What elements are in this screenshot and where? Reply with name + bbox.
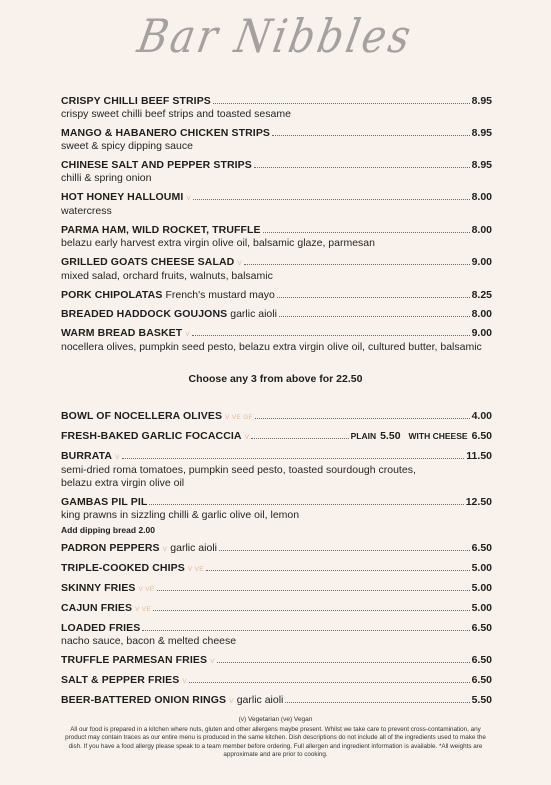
menu-item-name: CRISPY CHILLI BEEF STRIPS bbox=[61, 95, 211, 107]
menu-item-line bbox=[61, 289, 492, 302]
menu-item bbox=[61, 289, 492, 302]
menu-item-name: SKINNY FRIES bbox=[61, 582, 136, 594]
diet-tags: V bbox=[182, 678, 188, 685]
dot-leader bbox=[142, 630, 469, 631]
price-label-with-cheese: WITH CHEESE bbox=[408, 431, 468, 441]
menu-item-name: BREADED HADDOCK GOUJONS bbox=[61, 308, 228, 320]
menu-item bbox=[61, 410, 492, 424]
dot-leader bbox=[122, 458, 465, 459]
menu-item-price: 6.50 bbox=[471, 430, 492, 442]
menu-item-description: watercress bbox=[61, 205, 112, 217]
menu-item bbox=[61, 327, 492, 354]
menu-item bbox=[61, 430, 492, 444]
menu-item-description: mixed salad, orchard fruits, walnuts, balsamic bbox=[61, 270, 273, 282]
menu-item-line bbox=[61, 191, 492, 205]
menu-item bbox=[61, 256, 492, 283]
dot-leader bbox=[193, 199, 470, 200]
menu-item-line bbox=[61, 450, 492, 464]
dot-leader bbox=[192, 335, 470, 336]
menu-item bbox=[61, 694, 492, 708]
dot-leader bbox=[219, 550, 470, 551]
menu-item-price: 4.00 bbox=[471, 410, 492, 422]
diet-tags: V bbox=[115, 454, 120, 461]
menu-item-price: 6.50 bbox=[471, 674, 492, 686]
menu-item-price: 8.95 bbox=[471, 95, 492, 107]
menu-item-price: 12.50 bbox=[465, 496, 492, 508]
menu-item-price: 6.50 bbox=[471, 622, 492, 634]
menu-item-price: 5.00 bbox=[471, 562, 492, 574]
menu-item-note: Add dipping bread 2.00 bbox=[61, 525, 155, 535]
menu-title: Bar Nibbles bbox=[133, 10, 418, 64]
menu-item-description: nacho sauce, bacon & melted cheese bbox=[61, 635, 237, 647]
menu-item-line bbox=[61, 410, 492, 424]
menu-item-price: 9.00 bbox=[471, 256, 492, 268]
menu-item-name: GRILLED GOATS CHEESE SALAD bbox=[61, 256, 235, 268]
dot-leader bbox=[255, 418, 470, 419]
dot-leader bbox=[149, 504, 463, 505]
price-label-plain: PLAIN bbox=[350, 431, 377, 441]
menu-item-line bbox=[61, 654, 492, 668]
menu-item-name: TRUFFLE PARMESAN FRIES bbox=[61, 654, 208, 666]
menu-item-name: PARMA HAM, WILD ROCKET, TRUFFLE bbox=[61, 224, 261, 236]
menu-section-2 bbox=[61, 410, 492, 714]
offer-text: Choose any 3 from above for 22.50 bbox=[188, 373, 363, 385]
menu-item-line bbox=[61, 224, 492, 237]
diet-tags: V VE bbox=[135, 606, 152, 613]
menu-item-price: 8.00 bbox=[471, 308, 492, 320]
dot-leader bbox=[251, 438, 348, 439]
menu-item-line bbox=[61, 95, 492, 108]
menu-item-name: PADRON PEPPERS bbox=[61, 542, 160, 554]
diet-legend: (v) Vegetarian (ve) Vegan bbox=[238, 716, 313, 723]
menu-item bbox=[61, 654, 492, 668]
menu-item-name: BURRATA bbox=[61, 450, 113, 462]
menu-item bbox=[61, 582, 492, 596]
menu-item bbox=[61, 127, 492, 153]
menu-item-line bbox=[61, 127, 492, 140]
menu-item bbox=[61, 622, 492, 648]
dot-leader bbox=[244, 264, 470, 265]
menu-item-line bbox=[61, 622, 492, 635]
menu-item-price: 9.00 bbox=[471, 327, 492, 339]
menu-item-line bbox=[61, 602, 492, 616]
menu-item-price: 5.00 bbox=[471, 582, 492, 594]
menu-item-name: MANGO & HABANERO CHICKEN STRIPS bbox=[61, 127, 271, 139]
menu-item bbox=[61, 308, 492, 321]
menu-item-accompaniment: garlic aioli bbox=[236, 694, 284, 706]
menu-item-line bbox=[61, 562, 492, 576]
menu-item-name: CAJUN FRIES bbox=[61, 602, 133, 614]
diet-tags: V bbox=[244, 434, 250, 441]
menu-item-name: WARM BREAD BASKET bbox=[61, 327, 183, 339]
menu-item-line bbox=[61, 430, 492, 444]
menu-item-line bbox=[61, 694, 492, 708]
menu-item bbox=[61, 191, 492, 218]
menu-item-price: 8.00 bbox=[471, 224, 492, 236]
diet-tags: V bbox=[162, 546, 168, 553]
menu-item-name: HOT HONEY HALLOUMI bbox=[61, 191, 184, 203]
dot-leader bbox=[189, 682, 470, 683]
menu-item-line bbox=[61, 308, 492, 321]
dot-leader bbox=[277, 297, 470, 298]
menu-item-description: king prawns in sizzling chilli & garlic olive oil, lemon bbox=[61, 509, 300, 521]
menu-item-price: 5.50 bbox=[471, 694, 492, 706]
menu-item-accompaniment: garlic aioli bbox=[230, 308, 277, 320]
menu-item-name: FRESH-BAKED GARLIC FOCACCIA bbox=[61, 430, 242, 442]
allergen-footer bbox=[60, 716, 491, 760]
menu-item bbox=[61, 496, 492, 536]
menu-item-description: crispy sweet chilli beef strips and toasted sesame bbox=[61, 108, 291, 120]
menu-item bbox=[61, 674, 492, 688]
menu-item-price: 8.00 bbox=[471, 191, 492, 203]
diet-tags: V VE bbox=[138, 586, 155, 593]
menu-item-line bbox=[61, 327, 492, 341]
menu-item-description: nocellera olives, pumpkin seed pesto, belazu extra virgin olive oil, cultured butter, balsamic bbox=[61, 341, 482, 353]
menu-item bbox=[61, 602, 492, 616]
diet-tags: V VE GF bbox=[225, 414, 253, 421]
menu-item-name: SALT & PEPPER FRIES bbox=[61, 674, 180, 686]
menu-item-name: TRIPLE-COOKED CHIPS bbox=[61, 562, 185, 574]
dot-leader bbox=[263, 232, 470, 233]
menu-item-description: belazu extra virgin olive oil bbox=[61, 477, 185, 489]
menu-item-line bbox=[61, 496, 492, 509]
dot-leader bbox=[153, 610, 469, 611]
menu-item bbox=[61, 562, 492, 576]
menu-item-name: LOADED FRIES bbox=[61, 622, 141, 634]
menu-item-line bbox=[61, 256, 492, 270]
dot-leader bbox=[272, 135, 470, 136]
menu-item-name: PORK CHIPOLATAS bbox=[61, 289, 163, 301]
menu-item-description: semi-dried roma tomatoes, pumpkin seed pesto, toasted sourdough croutes, bbox=[61, 464, 416, 476]
menu-item bbox=[61, 542, 492, 556]
menu-item-description: belazu early harvest extra virgin olive oil, balsamic glaze, parmesan bbox=[61, 237, 375, 249]
menu-item-price: 6.50 bbox=[471, 654, 492, 666]
menu-item-line bbox=[61, 582, 492, 596]
diet-tags: V VE bbox=[187, 566, 204, 573]
menu-item-price: 8.25 bbox=[471, 289, 492, 301]
menu-item bbox=[61, 159, 492, 185]
menu-section-1 bbox=[61, 95, 492, 360]
menu-item-name: CHINESE SALT AND PEPPER STRIPS bbox=[61, 159, 252, 171]
menu-item-name: GAMBAS PIL PIL bbox=[61, 496, 148, 508]
dot-leader bbox=[157, 590, 470, 591]
dot-leader bbox=[285, 702, 469, 703]
menu-item-price: 8.95 bbox=[471, 127, 492, 139]
menu-item-line bbox=[61, 674, 492, 688]
diet-tags: V bbox=[185, 331, 190, 338]
menu-item-price: 8.95 bbox=[471, 159, 492, 171]
menu-item-name: BOWL OF NOCELLERA OLIVES bbox=[61, 410, 223, 422]
menu-item-line bbox=[61, 542, 492, 556]
allergen-text: All our food is prepared in a kitchen where nuts, gluten and other allergens maybe present. Whilst we take care to prevent cross-contamination, any product may contain traces as our entire menu is produced in the same kitchen. Dish descriptions do not include all of the ingredients used to make the dish. If you have a food allergy please speak to a team member before ordering. Full allergen and ingredient information is available. *All weights are approximate and are prior to cooking. bbox=[65, 725, 486, 758]
diet-tags: V bbox=[229, 698, 234, 705]
menu-item-price-plain: 5.50 bbox=[380, 430, 401, 442]
menu-item-price: 5.00 bbox=[471, 602, 492, 614]
menu-item-name: BEER-BATTERED ONION RINGS bbox=[61, 694, 227, 706]
menu-item-description: sweet & spicy dipping sauce bbox=[61, 140, 193, 152]
menu-item-price: 11.50 bbox=[466, 450, 492, 462]
dot-leader bbox=[213, 103, 470, 104]
diet-tags: V bbox=[237, 260, 242, 267]
dot-leader bbox=[279, 316, 470, 317]
menu-item bbox=[61, 95, 492, 121]
menu-item-accompaniment: French's mustard mayo bbox=[165, 289, 275, 301]
dot-leader bbox=[254, 167, 470, 168]
diet-tags: V bbox=[210, 658, 215, 665]
menu-item-line bbox=[61, 159, 492, 172]
menu-item bbox=[61, 450, 492, 490]
diet-tags: V bbox=[186, 195, 191, 202]
dot-leader bbox=[206, 570, 470, 571]
menu-item bbox=[61, 224, 492, 250]
menu-item-description: chilli & spring onion bbox=[61, 172, 152, 184]
dot-leader bbox=[217, 662, 470, 663]
menu-item-accompaniment: garlic aioli bbox=[170, 542, 217, 554]
menu-item-price: 6.50 bbox=[471, 542, 492, 554]
